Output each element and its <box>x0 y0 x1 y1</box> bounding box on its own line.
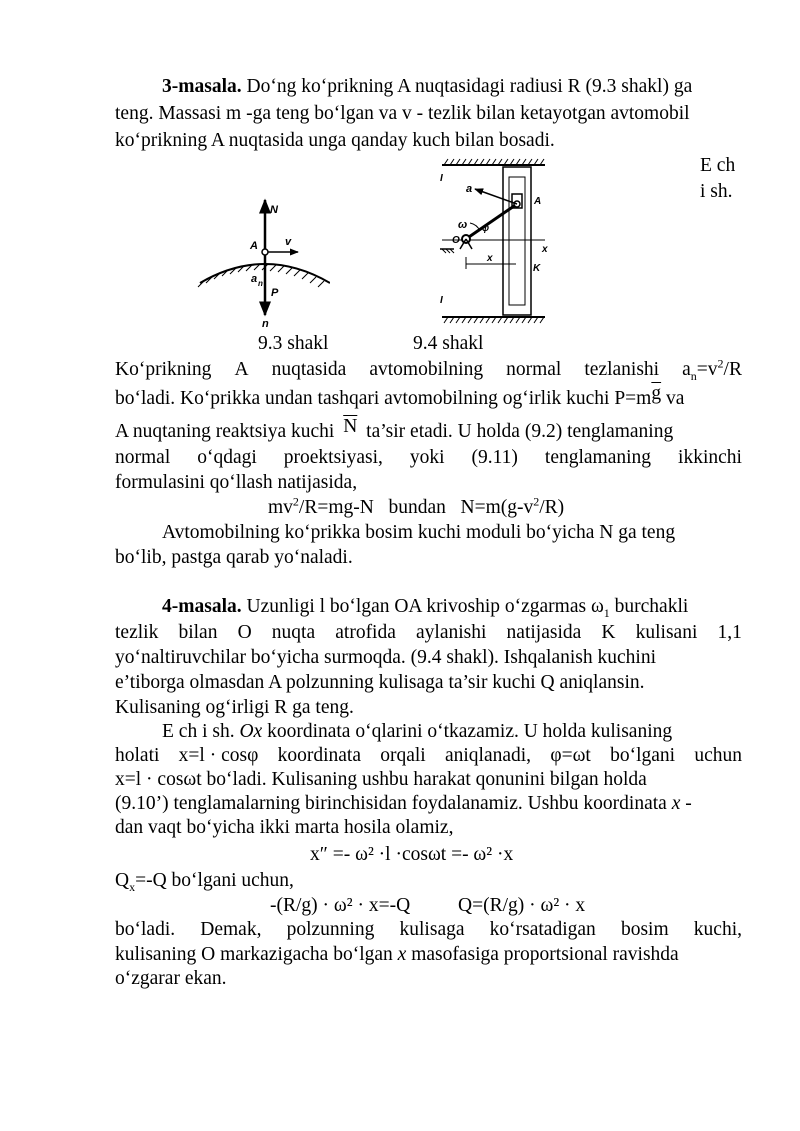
figure-9-3 <box>190 195 330 330</box>
fig94-A: A <box>534 196 542 207</box>
sol3-line6: Avtomobilning ko‘prikka bosim kuchi moduli bo‘yicha N ga teng <box>162 522 676 543</box>
sol3-line5: formulasini qo‘llash natijasida, <box>115 472 358 493</box>
problem3-line1: 3-masala. Do‘ng ko‘prikning A nuqtasidagi radiusi R (9.3 shakl) ga <box>162 76 693 97</box>
ech-line1: E ch <box>700 155 736 176</box>
fig94-O: O <box>452 235 460 246</box>
problem4-line11: $Q_x=-Q$ bo‘lgani uchun, <box>115 870 294 894</box>
fig94-x-axis: x <box>542 244 548 255</box>
fig93-N: N <box>270 204 278 216</box>
fig94-one-top: I <box>440 173 443 184</box>
problem4-line12: bo‘ladi. Demak, polzunning kulisaga ko‘rsatadigan bosim kuchi, <box>115 919 742 940</box>
fig94-K: K <box>533 263 541 274</box>
problem4-line13: kulisaning O markazigacha bo‘lgan x masofasiga proportsional ravishda <box>115 944 679 965</box>
problem3-line2: teng. Massasi m -ga teng bo‘lgan va v - tezlik bilan ketayotgan avtomobil <box>115 103 690 124</box>
problem3-line3: ko‘prikning A nuqtasida unga qanday kuch bilan bosadi. <box>115 130 555 151</box>
problem4-line2: tezlik bilan O nuqta atrofida aylanishi natijasida K kulisani 1,1 <box>115 622 742 643</box>
problem4-line10: dan vaqt bo‘yicha ikki marta hosila olamiz, <box>115 817 454 838</box>
fig93-A: A <box>250 240 258 252</box>
fig94-x-dim: x <box>487 253 493 264</box>
fig94-omega: ω <box>458 219 468 231</box>
sol3-equation: $mv^2/R=mg-N$ bundan $N=m(g-v^2/R)$ <box>268 494 565 518</box>
problem3-title: 3-masala. <box>162 76 242 97</box>
sol3-line3: A nuqtaning reaktsiya kuchi $\overline{N}$ ta’sir etadi. U holda (9.2) tenglamaning <box>115 416 674 442</box>
fig93-an-sub: n <box>258 279 263 288</box>
sol3-line2: bo‘ladi. Ko‘prikka undan tashqari avtomobilning og‘irlik kuchi $P=m\overline{g}$ va <box>115 383 685 409</box>
problem4-line9: (9.10’) tenglamalarning birinchisidan foydalanamiz. Ushbu koordinata x - <box>115 793 692 814</box>
reaction-force-N: $\overline{N}$ <box>343 416 358 437</box>
sol3-line1: Ko‘prikning A nuqtasida avtomobilning normal tezlanishi $a_n=v^2/R$ <box>115 356 742 383</box>
fig94-one-bot: I <box>440 295 443 306</box>
sol3-line4: normal o‘qdagi proektsiyasi, yoki (9.11) tenglamaning ikkinchi <box>115 447 742 468</box>
fig94-phi: φ <box>482 223 490 234</box>
fig94-a: a <box>466 183 473 195</box>
sol3-line7: bo‘lib, pastga qarab yo‘naladi. <box>115 547 353 568</box>
fig93-an: a <box>251 273 258 285</box>
problem4-line7: holati x=l · cosφ koordinata orqali aniqlanadi, φ=ωt bo‘lgani uchun <box>115 745 742 766</box>
normal-acceleration: $a_n=v^2/R$ <box>682 356 742 383</box>
problem4-line4: e’tiborga olmasdan A polzunning kulisaga ta’sir kuchi Q aniqlansin. <box>115 672 645 693</box>
fig93-v: v <box>285 236 292 248</box>
problem4-line14: o‘zgarar ekan. <box>115 968 227 989</box>
figure-9-4 <box>430 153 550 328</box>
problem4-line1: 4-masala. Uzunligi l bo‘lgan OA krivoship o‘zgarmas $\omega_1$ burchakli <box>162 596 689 620</box>
problem4-line5: Kulisaning og‘irligi R ga teng. <box>115 697 354 718</box>
problem4-line6: E ch i sh. Ox koordinata o‘qlarini o‘tkazamiz. U holda kulisaning <box>162 721 673 742</box>
problem4-equation1: x″ =- ω² ·l ·cosωt =- ω² ·x <box>310 844 514 865</box>
fig93-caption: 9.3 shakl <box>258 333 329 354</box>
fig94-caption: 9.4 shakl <box>413 333 484 354</box>
problem4-equation2a: -(R/g) · ω² · x=-Q <box>270 895 411 916</box>
problem4-line8: x=l · cosωt bo‘ladi. Kulisaning ushbu harakat qonunini bilgan holda <box>115 769 647 790</box>
problem4-title: 4-masala. <box>162 596 242 617</box>
problem4-line3: yo‘naltiruvchilar bo‘yicha surmoqda. (9.4 shakl). Ishqalanish kuchini <box>115 647 656 668</box>
problem4-equation2b: Q=(R/g) · ω² · x <box>458 895 586 916</box>
gravity-formula: $P=m\overline{g}$ <box>614 383 662 409</box>
ech-line2: i sh. <box>700 181 733 202</box>
fig93-P: P <box>271 287 279 299</box>
fig93-n: n <box>262 318 269 330</box>
